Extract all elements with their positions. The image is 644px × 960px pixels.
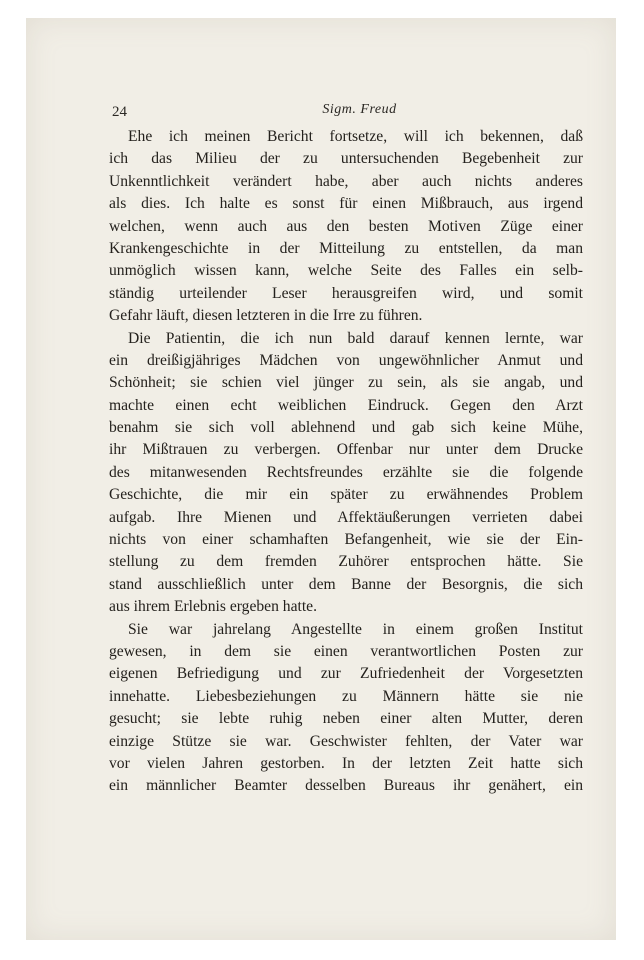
- text-line: Unkenntlichkeit verändert habe, aber auch nichts anderes: [109, 172, 583, 190]
- text-line: welchen, wenn auch aus den besten Motiven Züge einer: [109, 217, 583, 235]
- text-line: gewesen, in dem sie einen verantwortlichen Posten zur: [109, 642, 583, 660]
- text-line: gesucht; sie lebte ruhig neben einer alten Mutter, deren: [109, 710, 583, 728]
- text-line: nichts von einer schamhaften Befangenheit, wie sie der Ein-: [109, 531, 583, 549]
- page-header: [112, 98, 607, 128]
- text-line: Die Patientin, die ich nun bald darauf kennen lernte, war: [128, 329, 583, 347]
- text-line: des mitanwesenden Rechtsfreundes erzählte sie die folgende: [109, 463, 583, 481]
- text-line: benahm sie sich voll ablehnend und gab sich keine Mühe,: [109, 419, 583, 437]
- running-head: Sigm. Freud: [322, 102, 397, 117]
- body-text: [109, 126, 583, 798]
- text-line: unmöglich wissen kann, welche Seite des Falles ein selb-: [109, 262, 583, 280]
- text-line: als dies. Ich halte es sonst für einen Mißbrauch, aus irgend: [109, 195, 583, 213]
- text-line: Schönheit; sie schien viel jünger zu sein, als sie angab, und: [109, 374, 583, 392]
- text-line: ich das Milieu der zu untersuchenden Begebenheit zur: [109, 150, 583, 168]
- page-number: 24: [112, 104, 127, 120]
- text-line: Geschichte, die mir ein später zu erwähnendes Problem: [109, 486, 583, 504]
- text-line: aufgab. Ihre Mienen und Affektäußerungen verrieten dabei: [109, 508, 583, 526]
- text-line: aus ihrem Erlebnis ergeben hatte.: [109, 598, 317, 616]
- text-line: Sie war jahrelang Angestellte in einem großen Institut: [128, 620, 583, 638]
- text-line: Gefahr läuft, diesen letzteren in die Irre zu führen.: [109, 307, 423, 325]
- text-line: einzige Stütze sie war. Geschwister fehlten, der Vater war: [109, 732, 583, 750]
- text-line: eigenen Befriedigung und zur Zufriedenheit der Vorgesetzten: [109, 665, 583, 683]
- text-line: stellung zu dem fremden Zuhörer entsprochen hätte. Sie: [109, 553, 583, 571]
- text-line: ständig urteilender Leser herausgreifen wird, und somit: [109, 284, 583, 302]
- text-line: stand ausschließlich unter dem Banne der Besorgnis, die sich: [109, 575, 583, 593]
- text-line: Ehe ich meinen Bericht fortsetze, will ich bekennen, daß: [128, 128, 583, 145]
- text-line: Krankengeschichte in der Mitteilung zu entstellen, da man: [109, 239, 583, 257]
- text-line: innehatte. Liebesbeziehungen zu Männern hätte sie nie: [109, 687, 583, 705]
- text-line: vor vielen Jahren gestorben. In der letzten Zeit hatte sich: [109, 754, 583, 772]
- text-line: machte einen echt weiblichen Eindruck. Gegen den Arzt: [109, 396, 583, 414]
- text-line: ihr Mißtrauen zu verbergen. Offenbar nur unter dem Drucke: [109, 441, 583, 459]
- text-line: ein dreißigjähriges Mädchen von ungewöhnlicher Anmut und: [109, 351, 583, 369]
- text-line: ein männlicher Beamter desselben Bureaus ihr genähert, ein: [109, 777, 583, 795]
